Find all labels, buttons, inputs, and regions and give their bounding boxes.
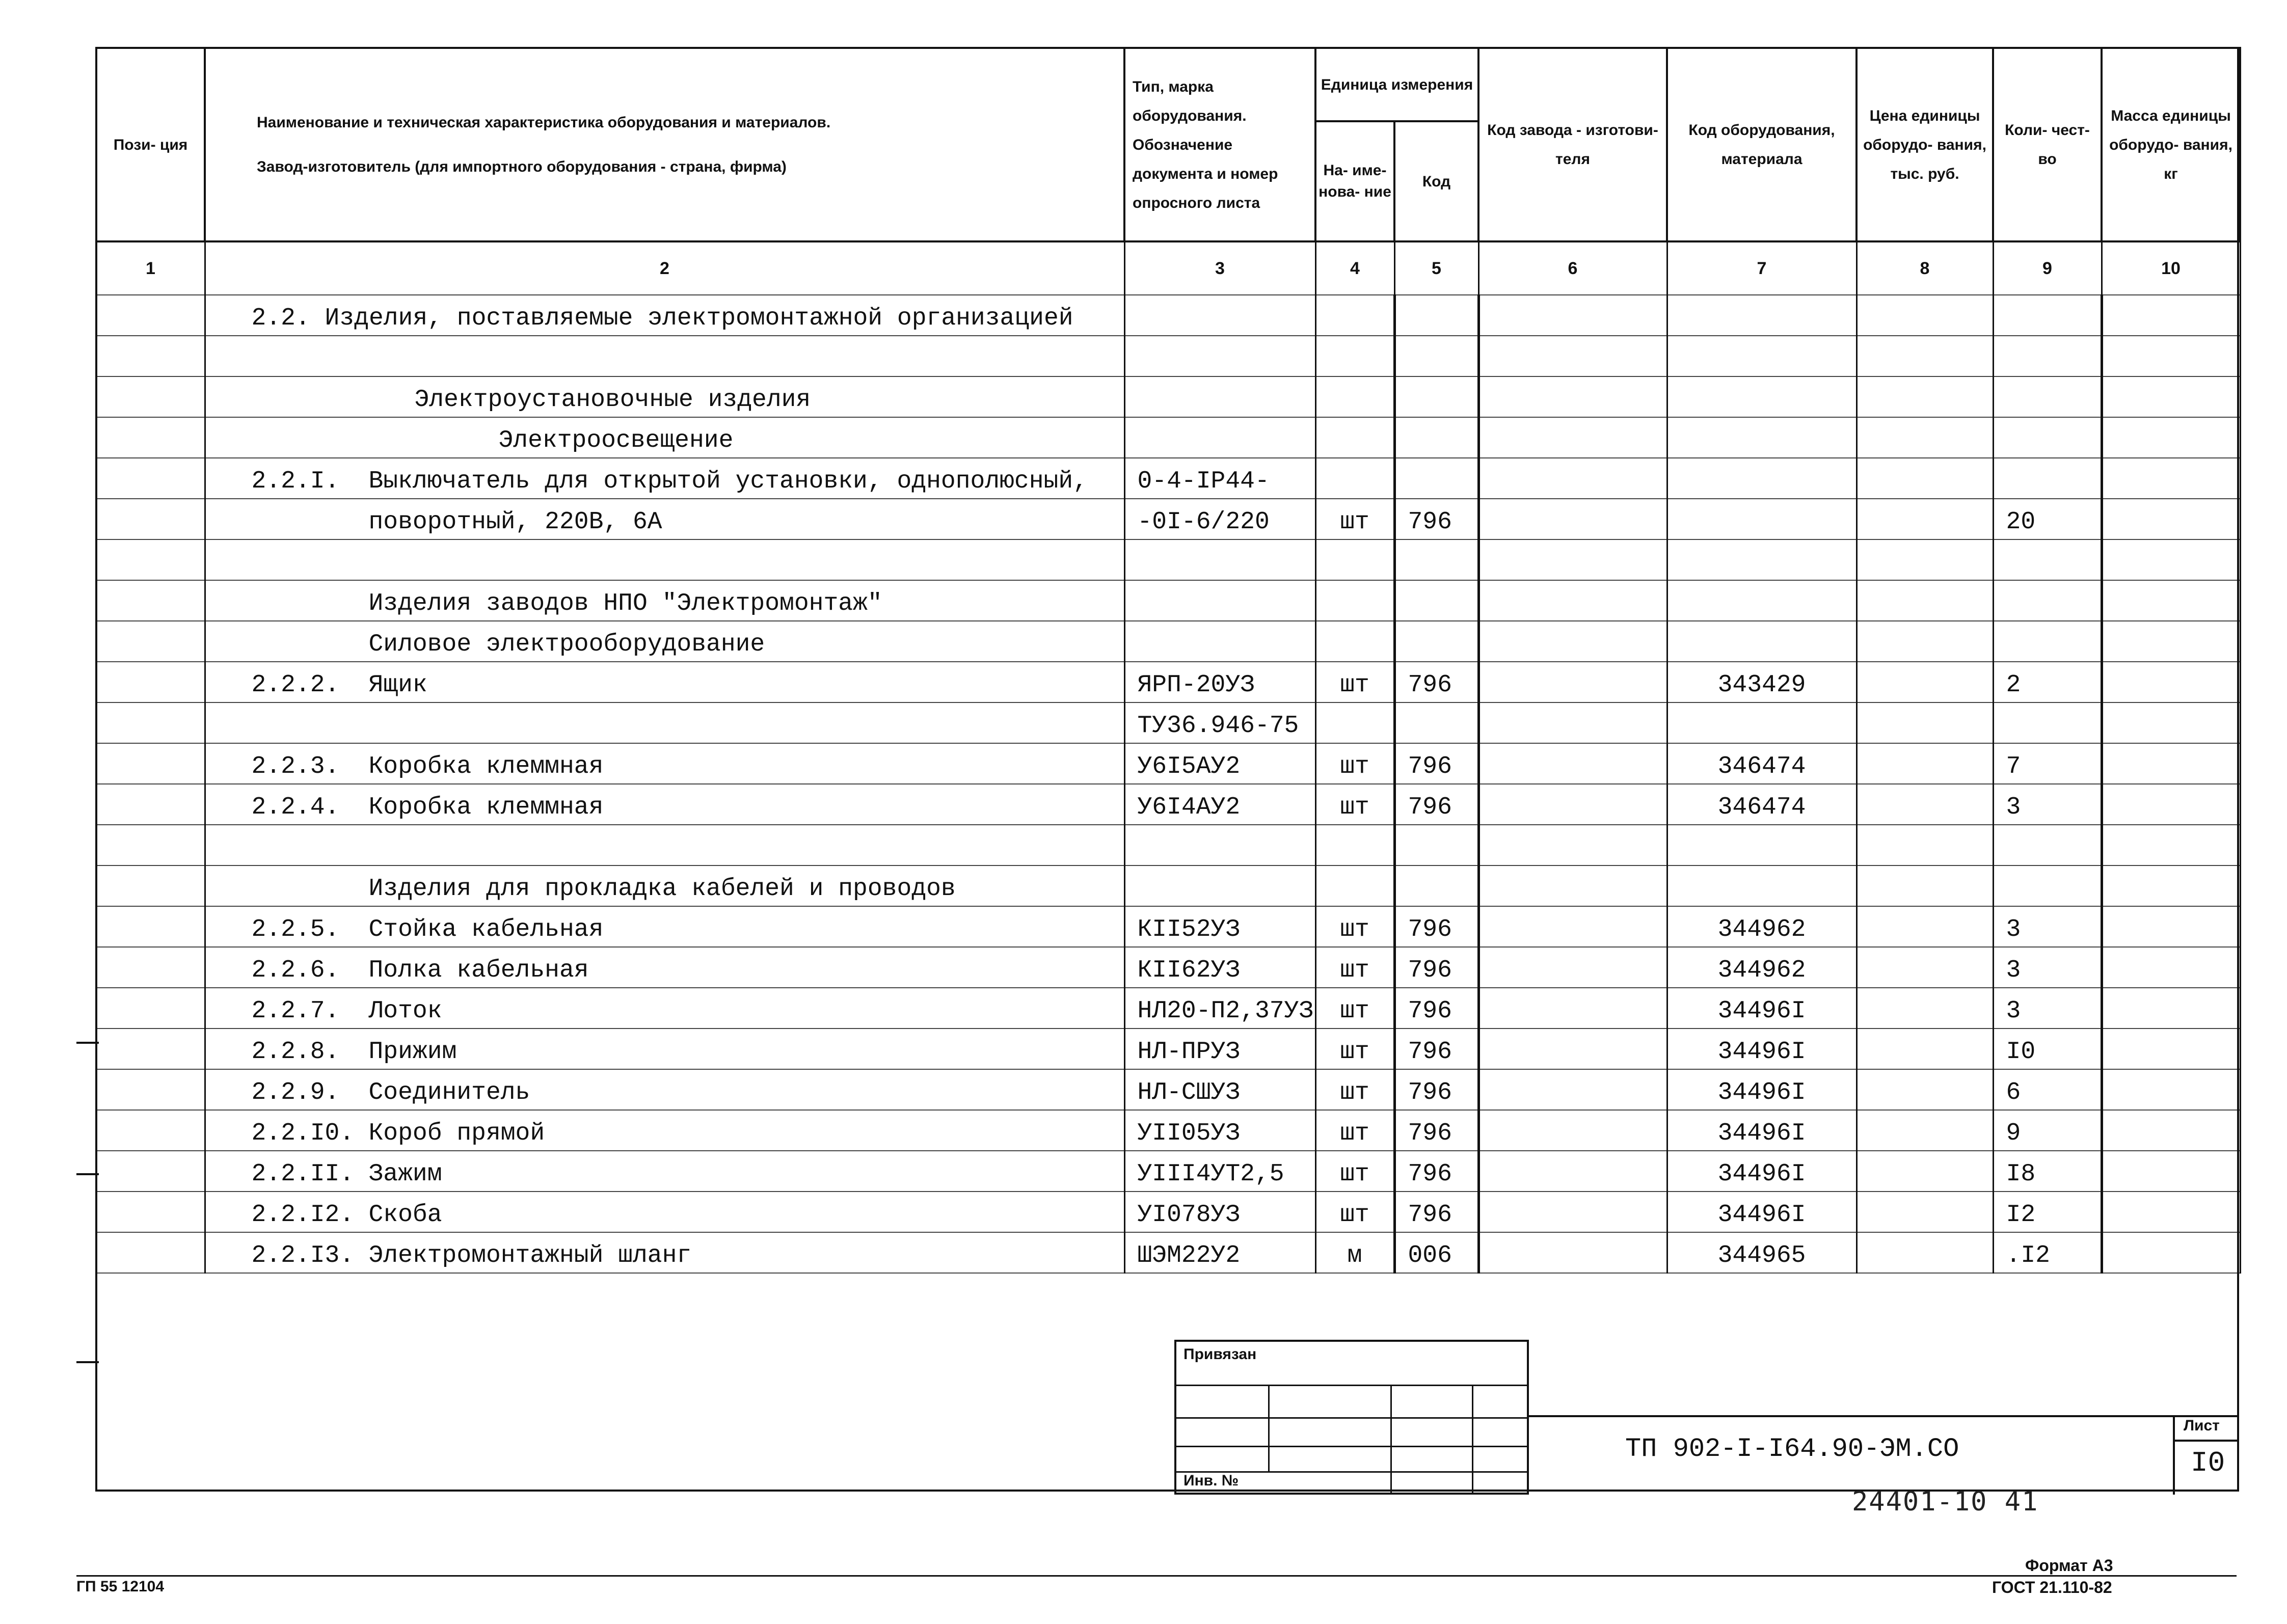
stamp-rule	[1176, 1446, 1529, 1447]
item-number: 2.2.3.	[251, 753, 340, 780]
header-name-line2: Завод-изготовитель (для импортного оборудования - страна, фирма)	[257, 158, 787, 175]
quantity-cell: I2	[1993, 1192, 2102, 1232]
item-name: Короб прямой	[368, 1120, 545, 1147]
type-cell: ТУ36.946-75	[1124, 702, 1315, 743]
quantity-cell: 3	[1993, 947, 2102, 988]
unit-code-cell: 796	[1394, 499, 1478, 539]
item-number: 2.2.9.	[251, 1079, 340, 1106]
material-code-cell: 344962	[1667, 947, 1856, 988]
material-code-cell: 34496I	[1667, 1110, 1856, 1151]
quantity-cell: 9	[1993, 1110, 2102, 1151]
quantity-cell: 3	[1993, 784, 2102, 825]
type-cell: НЛ-ПРУЗ	[1124, 1028, 1315, 1069]
unit-code-cell: 796	[1394, 743, 1478, 784]
item-name: поворотный, 220В, 6А	[368, 508, 662, 536]
type-cell: НЛ20-П2,37УЗ	[1124, 988, 1315, 1028]
unit-cell: шт	[1315, 662, 1394, 702]
quantity-cell: 20	[1993, 499, 2102, 539]
unit-code-cell: 006	[1394, 1232, 1478, 1273]
margin-tick	[76, 1361, 99, 1363]
item-name: Ящик	[368, 671, 427, 699]
unit-cell: шт	[1315, 906, 1394, 947]
col-number: 4	[1315, 241, 1394, 295]
type-cell: УI078УЗ	[1124, 1192, 1315, 1232]
header-material-code: Код оборудования, материала	[1667, 48, 1856, 241]
type-cell: НЛ-СШУЗ	[1124, 1069, 1315, 1110]
header-quantity: Коли- чест- во	[1993, 48, 2102, 241]
item-number: 2.2.2.	[251, 671, 340, 699]
item-number: 2.2.I3.	[251, 1242, 355, 1269]
type-cell: У6I5АУ2	[1124, 743, 1315, 784]
item-name: Изделия заводов НПО "Электромонтаж"	[368, 590, 882, 617]
unit-cell: шт	[1315, 1192, 1394, 1232]
material-code-cell: 34496I	[1667, 1069, 1856, 1110]
unit-code-cell: 796	[1394, 988, 1478, 1028]
material-code-cell: 34496I	[1667, 1192, 1856, 1232]
unit-code-cell: 796	[1394, 1028, 1478, 1069]
archive-number: 24401-10 41	[1852, 1486, 2039, 1517]
type-cell: УII05УЗ	[1124, 1110, 1315, 1151]
item-name: Силовое электрооборудование	[368, 631, 765, 658]
unit-code-cell: 796	[1394, 1151, 1478, 1192]
document-code: ТП 902-I-I64.90-ЭМ.СО	[1625, 1434, 1959, 1464]
stamp-rule	[1176, 1385, 1529, 1386]
sheet-divider	[2173, 1440, 2239, 1442]
item-name: Стойка кабельная	[368, 916, 604, 943]
material-code-cell: 34496I	[1667, 1151, 1856, 1192]
col-number: 1	[96, 241, 205, 295]
inventory-number-label: Инв. №	[1183, 1472, 1239, 1489]
unit-code-cell: 796	[1394, 906, 1478, 947]
margin-tick	[76, 1173, 99, 1175]
unit-cell: шт	[1315, 1028, 1394, 1069]
item-number: 2.2.6.	[251, 957, 340, 984]
unit-cell: шт	[1315, 499, 1394, 539]
unit-code-cell: 796	[1394, 784, 1478, 825]
binding-stamp	[1174, 1340, 1529, 1495]
col-number: 6	[1478, 241, 1667, 295]
item-name: Коробка клеммная	[368, 753, 604, 780]
unit-cell: шт	[1315, 1151, 1394, 1192]
unit-cell: шт	[1315, 1069, 1394, 1110]
quantity-cell: 2	[1993, 662, 2102, 702]
type-cell: УIII4УТ2,5	[1124, 1151, 1315, 1192]
sheet-label: Лист	[2184, 1417, 2220, 1434]
margin-tick	[76, 1042, 99, 1044]
item-name: Изделия для прокладка кабелей и проводов	[368, 875, 956, 903]
quantity-cell: 3	[1993, 906, 2102, 947]
item-name: 2.2. Изделия, поставляемые электромонтажной организацией	[251, 305, 1073, 332]
stamp-rule	[1176, 1417, 1529, 1419]
quantity-cell: I8	[1993, 1151, 2102, 1192]
unit-code-cell: 796	[1394, 1192, 1478, 1232]
material-code-cell: 343429	[1667, 662, 1856, 702]
item-number: 2.2.II.	[251, 1160, 355, 1188]
item-name: Скоба	[368, 1201, 442, 1229]
material-code-cell: 34496I	[1667, 988, 1856, 1028]
quantity-cell: I0	[1993, 1028, 2102, 1069]
unit-code-cell: 796	[1394, 947, 1478, 988]
type-cell: -0I-6/220	[1124, 499, 1315, 539]
col-number: 2	[205, 241, 1124, 295]
col-number: 5	[1394, 241, 1478, 295]
material-code-cell: 346474	[1667, 784, 1856, 825]
stamp-divider	[1268, 1385, 1270, 1471]
quantity-cell: 7	[1993, 743, 2102, 784]
item-number: 2.2.5.	[251, 916, 340, 943]
material-code-cell: 34496I	[1667, 1028, 1856, 1069]
item-name: Прижим	[368, 1038, 457, 1066]
item-name: Электроосвещение	[498, 427, 734, 454]
col-number: 10	[2102, 241, 2240, 295]
item-name: Электромонтажный шланг	[368, 1242, 692, 1269]
item-name: Выключатель для открытой установки, однополюсный,	[368, 468, 1088, 495]
quantity-cell: 6	[1993, 1069, 2102, 1110]
unit-code-cell: 796	[1394, 1069, 1478, 1110]
unit-code-cell: 796	[1394, 662, 1478, 702]
item-number: 2.2.8.	[251, 1038, 340, 1066]
left-corner-code: ГП 55 12104	[76, 1578, 165, 1595]
header-unit-name: На- име- нова- ние	[1315, 121, 1394, 241]
item-name: Лоток	[368, 997, 442, 1025]
type-cell: ЯРП-20УЗ	[1124, 662, 1315, 702]
unit-cell: шт	[1315, 988, 1394, 1028]
type-cell: КII52УЗ	[1124, 906, 1315, 947]
paper-format: Формат А3	[2025, 1556, 2113, 1575]
material-code-cell: 344962	[1667, 906, 1856, 947]
material-code-cell: 346474	[1667, 743, 1856, 784]
item-number: 2.2.I.	[251, 468, 340, 495]
stamp-divider	[1472, 1385, 1473, 1495]
bottom-rule	[76, 1575, 2237, 1577]
unit-cell: шт	[1315, 947, 1394, 988]
header-unit-code: Код	[1394, 121, 1478, 241]
material-code-cell: 344965	[1667, 1232, 1856, 1273]
col-number: 7	[1667, 241, 1856, 295]
header-name-line1: Наименование и техническая характеристика оборудования и материалов.	[257, 114, 831, 131]
item-number: 2.2.I0.	[251, 1120, 355, 1147]
unit-code-cell: 796	[1394, 1110, 1478, 1151]
header-mass: Масса единицы оборудо- вания, кг	[2102, 48, 2240, 241]
gost-reference: ГОСТ 21.110-82	[1992, 1578, 2112, 1596]
type-cell: У6I4АУ2	[1124, 784, 1315, 825]
header-type: Тип, марка оборудования. Обозначение документа и номер опросного листа	[1124, 48, 1315, 241]
col-number: 3	[1124, 241, 1315, 295]
unit-cell: шт	[1315, 743, 1394, 784]
unit-cell: шт	[1315, 784, 1394, 825]
item-name: Полка кабельная	[368, 957, 589, 984]
item-name: Коробка клеммная	[368, 794, 604, 821]
quantity-cell: 3	[1993, 988, 2102, 1028]
type-cell: 0-4-IP44-	[1124, 458, 1315, 499]
unit-cell: шт	[1315, 1110, 1394, 1151]
item-name: Соединитель	[368, 1079, 530, 1106]
sheet-number: I0	[2191, 1447, 2225, 1479]
header-unit-group: Единица измерения	[1315, 48, 1478, 121]
item-number: 2.2.7.	[251, 997, 340, 1025]
header-price: Цена единицы оборудо- вания, тыс. руб.	[1856, 48, 1993, 241]
item-number: 2.2.I2.	[251, 1201, 355, 1229]
quantity-cell: .I2	[1993, 1232, 2102, 1273]
col-number: 9	[1993, 241, 2102, 295]
col-number: 8	[1856, 241, 1993, 295]
stamp-title: Привязан	[1183, 1346, 1257, 1363]
stamp-divider	[1390, 1385, 1392, 1495]
type-cell: ШЭМ22У2	[1124, 1232, 1315, 1273]
type-cell: КII62УЗ	[1124, 947, 1315, 988]
item-name: Электроустановочные изделия	[414, 386, 811, 414]
sheet-frame	[95, 47, 2239, 1492]
unit-cell: м	[1315, 1232, 1394, 1273]
item-number: 2.2.4.	[251, 794, 340, 821]
header-factory-code: Код завода - изготови- теля	[1478, 48, 1667, 241]
header-position: Пози- ция	[96, 48, 205, 241]
item-name: Зажим	[368, 1160, 442, 1188]
